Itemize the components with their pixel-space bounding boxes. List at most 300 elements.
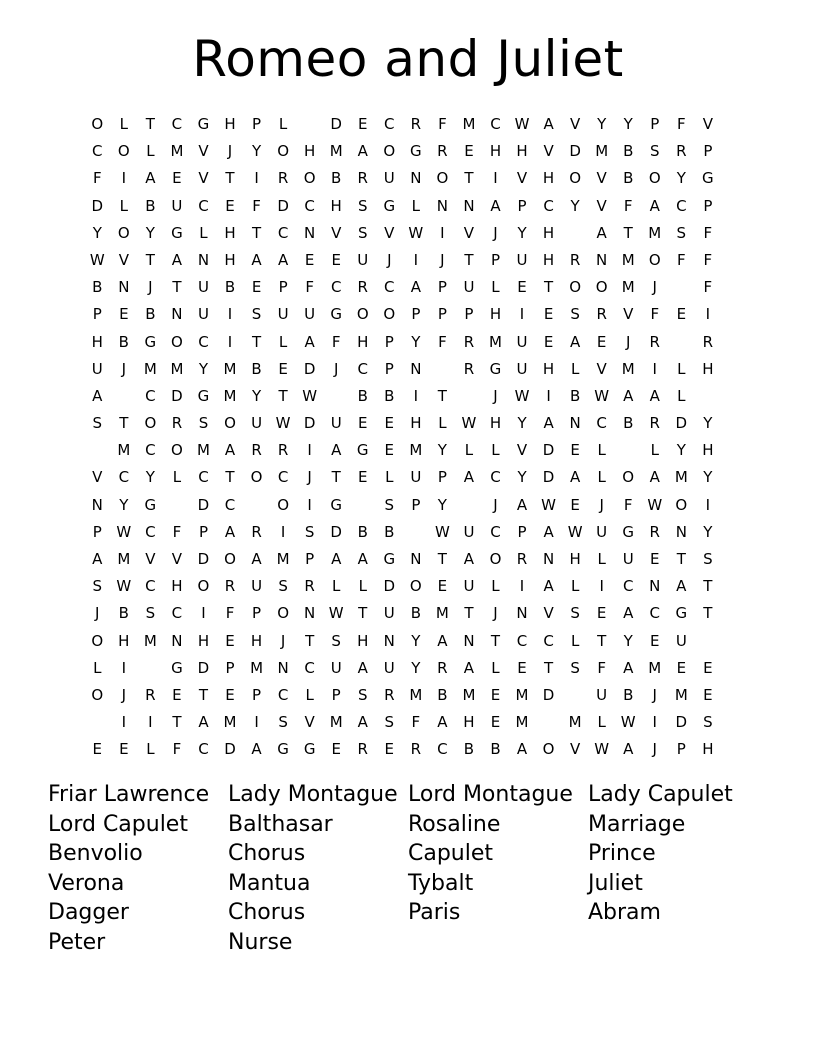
grid-letter: A [463, 550, 475, 568]
grid-letter: M [170, 359, 184, 378]
grid-letter: A [251, 740, 262, 759]
grid-letter: A [649, 468, 660, 487]
grid-letter: G [675, 604, 688, 623]
grid-letter: O [675, 495, 688, 514]
grid-letter: C [543, 631, 554, 650]
grid-letter: T [597, 631, 607, 650]
grid-letter: M [595, 142, 609, 161]
grid-letter: E [278, 359, 288, 378]
grid-letter: R [145, 685, 156, 704]
word-list-item: Lady Capulet [588, 782, 733, 807]
grid-letter: G [197, 386, 210, 405]
grid-letter: U [410, 468, 422, 487]
grid-letter: N [171, 631, 183, 650]
grid-letter: V [569, 740, 581, 759]
grid-letter: W [302, 386, 318, 405]
grid-letter: T [278, 386, 288, 405]
grid-letter: T [119, 414, 129, 433]
grid-letter: A [357, 550, 368, 568]
grid-letter: P [411, 305, 421, 324]
grid-letter: B [384, 386, 395, 405]
grid-letter: C [92, 142, 103, 161]
grid-letter: R [357, 278, 368, 297]
grid-letter: V [384, 223, 395, 242]
grid-letter: E [358, 115, 368, 133]
grid-letter: H [542, 250, 555, 269]
grid-letter: H [118, 631, 130, 650]
grid-letter: O [356, 305, 369, 324]
word-list-item: Marriage [588, 811, 686, 837]
grid-letter: T [490, 631, 501, 650]
grid-letter: H [463, 713, 475, 732]
grid-letter [562, 220, 589, 247]
grid-letter: O [569, 278, 582, 297]
grid-row [84, 165, 721, 192]
grid-letter: G [197, 115, 210, 133]
grid-letter: F [623, 495, 633, 514]
grid-letter: P [703, 142, 713, 161]
grid-letter: I [121, 658, 127, 677]
grid-letter: C [198, 740, 209, 759]
grid-letter: L [650, 441, 659, 460]
grid-letter: B [357, 386, 368, 405]
grid-letter: B [623, 169, 634, 188]
grid-letter: M [462, 115, 476, 133]
grid-row [84, 193, 721, 220]
grid-letter: S [304, 522, 315, 541]
grid-letter [111, 383, 138, 410]
grid-letter: C [224, 495, 236, 514]
grid-letter: C [596, 414, 607, 433]
grid-letter: G [622, 522, 635, 541]
grid-letter: G [330, 495, 342, 514]
grid-letter: L [385, 468, 394, 487]
grid-letter: D [197, 658, 210, 677]
grid-letter: B [623, 414, 634, 433]
grid-letter [403, 519, 430, 546]
grid-letter: V [596, 196, 607, 215]
grid-letter [615, 437, 642, 464]
grid-letter: H [489, 142, 502, 161]
grid-letter: S [278, 713, 288, 732]
grid-letter: G [383, 550, 396, 568]
grid-letter: E [384, 414, 395, 433]
grid-letter: O [117, 142, 130, 161]
grid-letter: E [172, 685, 182, 704]
grid-letter: P [252, 604, 262, 623]
grid-letter: A [463, 658, 475, 677]
grid-letter: Y [437, 495, 447, 514]
grid-letter: H [702, 441, 714, 460]
grid-row [84, 464, 721, 491]
grid-letter: O [436, 169, 449, 188]
grid-letter: S [92, 577, 103, 596]
grid-letter: V [596, 359, 607, 378]
grid-letter: I [307, 495, 312, 514]
grid-letter: O [224, 550, 236, 568]
grid-letter: A [198, 713, 209, 732]
grid-letter: A [623, 386, 634, 405]
grid-letter: D [91, 196, 104, 215]
grid-letter: A [569, 332, 581, 351]
grid-letter: Y [145, 223, 155, 242]
grid-letter: L [491, 577, 500, 596]
grid-letter: M [489, 332, 502, 351]
grid-row [84, 247, 721, 274]
grid-row [84, 410, 721, 437]
grid-letter: A [224, 522, 236, 541]
grid-letter: W [89, 250, 105, 269]
grid-row [84, 138, 721, 165]
grid-letter: W [620, 713, 636, 732]
grid-letter: W [275, 414, 291, 433]
grid-letter: J [493, 495, 498, 514]
grid-letter: E [358, 414, 368, 433]
grid-letter: T [703, 604, 713, 623]
grid-letter: T [172, 278, 182, 297]
grid-row [84, 492, 721, 519]
grid-letter: A [145, 169, 156, 188]
grid-letter: C [676, 196, 687, 215]
grid-letter: L [119, 115, 128, 133]
word-list [48, 780, 788, 958]
grid-letter: P [517, 196, 527, 215]
grid-letter: H [542, 169, 555, 188]
grid-letter: U [516, 359, 528, 378]
word-list-item: Abram [588, 900, 661, 926]
grid-letter: U [197, 278, 209, 297]
grid-letter: L [146, 740, 155, 759]
grid-letter: A [331, 441, 342, 460]
grid-row [84, 736, 721, 763]
grid-letter: A [543, 522, 554, 541]
grid-letter: F [703, 250, 713, 269]
grid-letter: P [464, 305, 474, 324]
grid-letter: A [623, 604, 634, 623]
grid-letter: W [514, 115, 530, 133]
grid-letter: E [650, 550, 660, 568]
grid-letter: Y [703, 414, 713, 433]
grid-letter: O [277, 142, 289, 161]
grid-letter: M [170, 142, 184, 161]
grid-letter: E [331, 250, 341, 269]
grid-letter: G [383, 196, 396, 215]
grid-letter: J [652, 278, 657, 297]
grid-letter: Y [198, 359, 209, 378]
grid-letter: M [250, 658, 264, 677]
grid-letter [456, 383, 483, 410]
grid-letter: H [542, 359, 555, 378]
grid-row [84, 628, 721, 655]
grid-letter: O [409, 577, 422, 596]
grid-letter: C [384, 115, 395, 133]
grid-letter: T [145, 250, 155, 269]
grid-row [84, 356, 721, 383]
grid-letter: B [224, 278, 236, 297]
grid-letter: T [225, 468, 235, 487]
grid-letter: U [330, 658, 342, 677]
grid-letter: V [596, 169, 607, 188]
grid-letter: J [227, 142, 233, 161]
grid-letter: D [675, 713, 688, 732]
grid-letter: Y [570, 196, 580, 215]
grid-letter: S [357, 196, 368, 215]
grid-letter: I [546, 386, 551, 405]
grid-letter: Y [676, 169, 686, 188]
grid-letter: R [357, 169, 368, 188]
grid-letter: I [254, 169, 259, 188]
grid-letter: Y [676, 441, 686, 460]
grid-letter: E [225, 631, 235, 650]
grid-letter: O [117, 223, 130, 242]
grid-row [84, 682, 721, 709]
grid-letter [84, 709, 111, 736]
grid-letter: D [171, 386, 183, 405]
grid-letter: M [276, 550, 290, 568]
grid-letter: W [647, 495, 663, 514]
grid-letter: H [250, 631, 263, 650]
grid-letter: J [333, 359, 339, 378]
grid-letter: L [491, 441, 500, 460]
grid-letter: V [331, 223, 342, 242]
grid-letter: N [410, 550, 422, 568]
grid-letter: R [384, 685, 395, 704]
grid-letter: B [437, 685, 448, 704]
grid-letter: M [621, 278, 635, 297]
grid-letter: P [384, 359, 394, 378]
grid-row [84, 519, 721, 546]
grid-letter: N [304, 223, 316, 242]
grid-row [84, 546, 721, 573]
word-list-item: Peter [48, 929, 106, 955]
grid-letter: E [703, 658, 713, 677]
grid-letter: D [197, 550, 210, 568]
grid-letter: A [251, 550, 262, 568]
grid-letter: I [652, 713, 657, 732]
grid-letter: M [223, 713, 237, 732]
grid-letter: O [489, 550, 502, 568]
grid-letter: I [705, 305, 711, 324]
grid-letter: A [543, 115, 554, 133]
grid-letter: S [570, 658, 580, 677]
grid-letter: E [570, 441, 580, 460]
grid-letter: I [227, 305, 233, 324]
grid-letter: E [517, 658, 527, 677]
grid-letter: C [490, 468, 501, 487]
grid-letter: T [703, 577, 713, 596]
grid-letter: A [171, 250, 183, 269]
grid-letter: O [648, 250, 661, 269]
grid-letter: U [516, 332, 528, 351]
grid-letter: Y [517, 223, 527, 242]
grid-letter: E [570, 495, 580, 514]
grid-letter: N [649, 577, 661, 596]
grid-letter: O [144, 414, 157, 433]
grid-letter: B [145, 305, 156, 324]
grid-letter: P [676, 740, 686, 759]
grid-row [84, 220, 721, 247]
grid-letter: B [357, 522, 368, 541]
grid-letter: B [569, 386, 581, 405]
grid-letter: Y [623, 631, 633, 650]
grid-letter: U [304, 305, 316, 324]
grid-letter: U [330, 414, 342, 433]
grid-letter: R [277, 441, 289, 460]
grid-letter: A [277, 250, 289, 269]
grid-letter: I [652, 359, 657, 378]
grid-letter: A [623, 740, 634, 759]
grid-letter: R [569, 250, 581, 269]
grid-letter: D [542, 441, 555, 460]
grid-letter: S [357, 685, 368, 704]
grid-letter: W [116, 577, 132, 596]
grid-letter: D [303, 414, 316, 433]
grid-letter: W [594, 386, 610, 405]
grid-letter: C [171, 115, 183, 133]
grid-letter: R [649, 522, 660, 541]
grid-letter [535, 709, 562, 736]
grid-letter: F [305, 278, 314, 297]
grid-letter: Y [119, 495, 129, 514]
grid-row [84, 111, 721, 138]
grid-row [84, 383, 721, 410]
grid-letter: E [225, 685, 235, 704]
grid-letter: W [541, 495, 556, 514]
grid-letter: L [119, 196, 128, 215]
grid-letter: E [304, 250, 315, 269]
grid-letter: C [437, 740, 448, 759]
grid-letter: M [621, 250, 635, 269]
grid-letter: A [623, 658, 634, 677]
grid-letter: T [437, 550, 447, 568]
grid-letter: D [197, 495, 210, 514]
grid-letter: U [516, 250, 528, 269]
grid-letter: V [198, 169, 209, 188]
grid-letter: I [440, 223, 445, 242]
grid-letter: N [463, 631, 475, 650]
grid-row [84, 437, 721, 464]
grid-letter: Y [251, 142, 262, 161]
grid-letter: T [172, 713, 182, 732]
grid-letter: H [224, 223, 236, 242]
grid-letter [668, 274, 695, 301]
grid-letter: E [490, 713, 501, 732]
grid-letter: A [649, 196, 660, 215]
grid-letter: F [597, 658, 606, 677]
grid-letter: M [515, 713, 529, 732]
grid-letter: T [145, 115, 155, 133]
grid-letter: O [91, 115, 104, 133]
grid-letter [349, 492, 376, 519]
grid-letter: I [201, 604, 206, 623]
word-list-item: Chorus [228, 900, 306, 926]
grid-letter: S [570, 305, 580, 324]
grid-letter: R [649, 414, 660, 433]
grid-letter: V [171, 550, 183, 568]
grid-letter: H [569, 550, 581, 568]
grid-letter: P [490, 250, 500, 269]
grid-letter: C [145, 441, 156, 460]
grid-letter: M [196, 441, 210, 460]
grid-letter: M [409, 441, 423, 460]
grid-letter: I [307, 441, 312, 460]
grid-letter: P [437, 305, 447, 324]
grid-letter: T [676, 550, 686, 568]
grid-letter: C [198, 468, 209, 487]
grid-letter: I [148, 713, 153, 732]
grid-letter: A [543, 414, 554, 433]
grid-letter: O [277, 604, 289, 623]
grid-letter: W [328, 604, 344, 623]
grid-letter: D [303, 359, 316, 378]
grid-letter: A [92, 386, 103, 405]
grid-letter: C [118, 468, 130, 487]
grid-letter: A [251, 250, 262, 269]
grid-letter: F [703, 278, 713, 297]
grid-letter: O [171, 332, 183, 351]
grid-letter: N [383, 631, 395, 650]
grid-letter: E [437, 577, 448, 596]
grid-letter: D [542, 685, 555, 704]
grid-letter: U [357, 250, 369, 269]
grid-letter: D [569, 142, 581, 161]
grid-letter: C [145, 522, 156, 541]
grid-letter: R [410, 740, 422, 759]
grid-letter: P [305, 550, 315, 568]
grid-letter: E [543, 332, 554, 351]
grid-letter: N [410, 359, 422, 378]
grid-letter: B [384, 522, 395, 541]
grid-letter: E [676, 305, 687, 324]
grid-letter: M [621, 359, 635, 378]
grid-letter: R [437, 658, 448, 677]
grid-letter: W [567, 522, 583, 541]
grid-letter: M [409, 685, 423, 704]
grid-letter: R [357, 740, 368, 759]
grid-letter: D [224, 740, 236, 759]
grid-letter: J [493, 386, 498, 405]
grid-letter: V [304, 713, 315, 732]
grid-letter: V [92, 468, 103, 487]
grid-letter: F [676, 115, 686, 133]
grid-letter: U [463, 278, 475, 297]
grid-letter: V [623, 305, 634, 324]
grid-letter [562, 682, 589, 709]
grid-letter: L [411, 196, 421, 215]
grid-letter: S [92, 414, 103, 433]
grid-letter: N [542, 550, 555, 568]
grid-letter: O [91, 631, 104, 650]
grid-letter: R [304, 577, 315, 596]
grid-letter: E [92, 740, 103, 759]
grid-letter: O [648, 169, 661, 188]
grid-letter: N [171, 305, 183, 324]
grid-letter: N [118, 278, 130, 297]
grid-letter: C [490, 115, 501, 133]
grid-letter: H [542, 223, 555, 242]
grid-letter: P [650, 115, 660, 133]
grid-letter: P [252, 115, 262, 133]
grid-letter: L [677, 359, 686, 378]
grid-letter [84, 437, 111, 464]
grid-letter: R [516, 550, 528, 568]
grid-letter: O [569, 169, 582, 188]
grid-letter: Y [145, 468, 155, 487]
grid-letter: U [463, 522, 475, 541]
word-list-item: Paris [408, 900, 461, 926]
grid-row [84, 600, 721, 627]
grid-letter: J [440, 250, 445, 269]
